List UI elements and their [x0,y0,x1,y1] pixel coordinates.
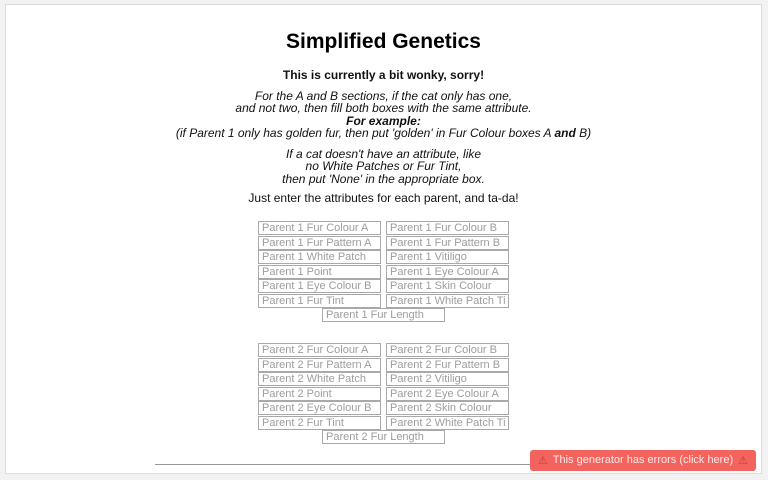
parent2-row-4 [6,387,761,401]
parent1-row-2 [6,236,761,250]
parent1-row-1 [6,221,761,235]
parent2-fur-pattern-b-input[interactable] [386,358,509,372]
generator-errors-banner[interactable] [530,450,756,471]
parent2-white-patch-tint-input[interactable] [386,416,509,430]
parent1-point-input[interactable] [258,265,381,279]
page-title: Simplified Genetics [286,30,481,53]
parent1-fur-pattern-a-input[interactable] [258,236,381,250]
parent1-row-4 [6,265,761,279]
parent1-white-patch-tint-input[interactable] [386,294,509,308]
parent1-eye-colour-a-input[interactable] [386,265,509,279]
ab-instructions [6,90,761,139]
parent2-fields-group [6,343,761,444]
parent2-point-input[interactable] [258,387,381,401]
parent2-fur-colour-b-input[interactable] [386,343,509,357]
parent2-fur-pattern-a-input[interactable] [258,358,381,372]
parent2-fur-tint-input[interactable] [258,416,381,430]
parent2-row-5 [6,401,761,415]
parent1-white-patch-input[interactable] [258,250,381,264]
parent1-fur-colour-b-input[interactable] [386,221,509,235]
parent2-white-patch-input[interactable] [258,372,381,386]
parent2-fur-length-input[interactable] [322,430,445,444]
none-instructions-line1: If a cat doesn't have an attribute, like [285,147,482,162]
parent1-fur-length-row [6,308,761,322]
parent1-fur-length-input[interactable] [322,308,445,322]
final-instruction: Just enter the attributes for each parent, and ta-da! [248,191,519,206]
parent2-skin-colour-input[interactable] [386,401,509,415]
parent1-fur-pattern-b-input[interactable] [386,236,509,250]
parent1-fields-group [6,221,761,322]
parent1-fur-colour-a-input[interactable] [258,221,381,235]
warning-icon: ⚠ [738,454,748,467]
warning-icon: ⚠ [537,454,548,467]
parent1-row-3 [6,250,761,264]
none-instructions-line3: then put 'None' in the appropriate box. [282,171,485,186]
parent2-vitiligo-input[interactable] [386,372,509,386]
parent1-eye-colour-b-input[interactable] [258,279,381,293]
wonky-notice: This is currently a bit wonky, sorry! [282,68,485,82]
ab-instructions-line2: and not two, then fill both boxes with the same attribute. [235,101,532,116]
parent1-row-5 [6,279,761,293]
parent2-fur-length-row [6,430,761,444]
none-instructions [6,148,761,185]
parent2-row-6 [6,416,761,430]
none-instructions-line2: no White Patches or Fur Tint, [305,159,462,174]
page-panel [5,4,762,474]
parent2-row-2 [6,358,761,372]
example-line: (if Parent 1 only has golden fur, then put 'golden' in Fur Colour boxes A and B) [175,125,592,140]
ab-instructions-line1: For the A and B sections, if the cat only has one, [254,89,513,103]
parent1-row-6 [6,294,761,308]
parent2-eye-colour-b-input[interactable] [258,401,381,415]
parent1-vitiligo-input[interactable] [386,250,509,264]
parent2-row-3 [6,372,761,386]
parent2-row-1 [6,343,761,357]
parent1-fur-tint-input[interactable] [258,294,381,308]
error-banner-text: This generator has errors (click here) [552,454,734,466]
parent2-eye-colour-a-input[interactable] [386,387,509,401]
parent2-fur-colour-a-input[interactable] [258,343,381,357]
example-label: For example: [346,113,421,128]
parent1-skin-colour-input[interactable] [386,279,509,293]
